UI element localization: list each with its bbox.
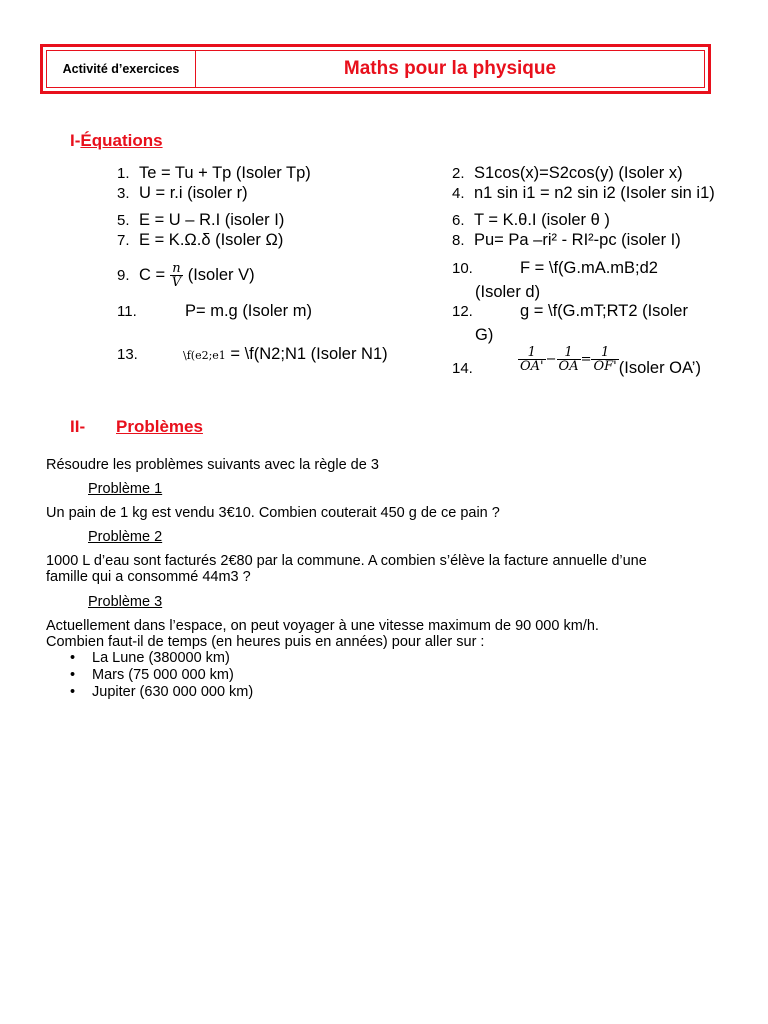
equation-text: P= m.g (Isoler m)	[185, 302, 312, 320]
header-box	[40, 44, 711, 94]
equation-number: 3.	[117, 185, 130, 202]
equals-sign: =	[580, 352, 592, 367]
list-item: • La Lune (380000 km)	[70, 650, 253, 667]
equation-number: 1.	[117, 165, 130, 182]
list-item: • Mars (75 000 000 km)	[70, 667, 253, 684]
equation-9	[117, 262, 255, 289]
problem-3-text-line1: Actuellement dans l’espace, on peut voyager à une vitesse maximum de 90 000 km/h.	[46, 618, 599, 634]
equation-13	[117, 345, 388, 364]
equation-10-continuation: (Isoler d)	[475, 283, 541, 301]
equation-text: U = r.i (isoler r)	[139, 184, 248, 202]
equation-number: 2.	[452, 165, 465, 182]
equation-number: 5.	[117, 212, 130, 229]
fraction-denominator: OA'	[520, 359, 544, 374]
equation-text: = \f(N2;N1 (Isoler N1)	[225, 345, 388, 363]
equation-number: 6.	[452, 212, 465, 229]
equation-prefix: C =	[139, 265, 170, 284]
equation-number: 13.	[117, 346, 138, 363]
problem-2-title: Problème 2	[88, 529, 163, 545]
section-problems-heading	[70, 417, 203, 437]
equation-4	[452, 184, 715, 203]
equation-8	[452, 231, 681, 250]
equation-2	[452, 164, 683, 183]
equation-12	[452, 302, 688, 321]
fraction	[518, 346, 546, 373]
equation-5	[117, 211, 284, 230]
equation-suffix: (Isoler V)	[183, 265, 255, 284]
header-title: Maths pour la physique	[343, 58, 557, 79]
problem-2-text-line1: 1000 L d’eau sont facturés 2€80 par la commune. A combien s’élève la facture annuelle d’une	[46, 553, 647, 569]
equation-text: T = K.θ.I (isoler θ )	[474, 211, 610, 229]
equation-number: 11.	[117, 303, 137, 320]
equation-number: 12.	[452, 303, 473, 320]
equation-number: 8.	[452, 232, 465, 249]
equation-1	[117, 164, 311, 183]
equation-10	[452, 259, 658, 278]
equation-number: 7.	[117, 232, 130, 249]
fraction-numerator: 1	[591, 346, 618, 360]
fraction-numerator: 1	[518, 346, 546, 360]
fraction-numerator: n	[170, 262, 183, 276]
section-title: Équations	[80, 131, 163, 150]
section-title: Problèmes	[116, 417, 203, 436]
equation-text: E = K.Ω.δ (Isoler Ω)	[139, 231, 284, 249]
problem-3-title: Problème 3	[88, 594, 163, 610]
problem-3-text-line2: Combien faut-il de temps (en heures puis en années) pour aller sur :	[46, 634, 485, 650]
fraction-numerator: 1	[557, 346, 581, 360]
equation-number: 9.	[117, 266, 130, 284]
equation-field-code: \f(e2;e1	[183, 349, 226, 362]
fraction	[591, 346, 618, 373]
equation-text: Pu= Pa –ri² - RI²-pc (isoler I)	[474, 231, 681, 249]
fraction	[557, 346, 581, 373]
problem-2-text-line2: famille qui a consommé 44m3 ?	[46, 569, 251, 585]
equation-number: 10.	[452, 260, 473, 277]
equation-text: F = \f(G.mA.mB;d2	[520, 259, 658, 277]
equation-7	[117, 231, 283, 250]
problem-1-text: Un pain de 1 kg est vendu 3€10. Combien couterait 450 g de ce pain ?	[46, 505, 500, 521]
equation-14	[452, 346, 701, 378]
problems-intro: Résoudre les problèmes suivants avec la règle de 3	[46, 457, 379, 473]
equation-3	[117, 184, 248, 203]
section-equations-heading	[70, 131, 163, 151]
fraction	[170, 262, 183, 289]
equation-12-continuation: G)	[475, 326, 494, 344]
equation-number: 4.	[452, 185, 465, 202]
section-number: II-	[70, 417, 86, 436]
equation-6	[452, 211, 610, 230]
destinations-list	[70, 650, 253, 701]
equation-11	[117, 302, 312, 321]
fraction-denominator: OA	[558, 359, 579, 374]
equation-text: g = \f(G.mT;RT2 (Isoler	[520, 302, 688, 320]
fraction-denominator: V	[171, 275, 182, 290]
header-activity-label: Activité d’exercices	[47, 51, 196, 87]
problem-1-title: Problème 1	[88, 481, 163, 497]
list-item: • Jupiter (630 000 000 km)	[70, 684, 253, 701]
equation-text: E = U – R.I (isoler I)	[139, 211, 285, 229]
minus-sign: −	[545, 352, 557, 367]
equation-text: S1cos(x)=S2cos(y) (Isoler x)	[474, 164, 683, 182]
equation-text: n1 sin i1 = n2 sin i2 (Isoler sin i1)	[474, 184, 715, 202]
equation-text: Te = Tu + Tp (Isoler Tp)	[139, 164, 311, 182]
equation-suffix: (Isoler OA’)	[618, 358, 701, 377]
section-number: I-	[70, 131, 81, 150]
equation-number: 14.	[452, 359, 473, 377]
fraction-denominator: OF'	[593, 359, 617, 374]
